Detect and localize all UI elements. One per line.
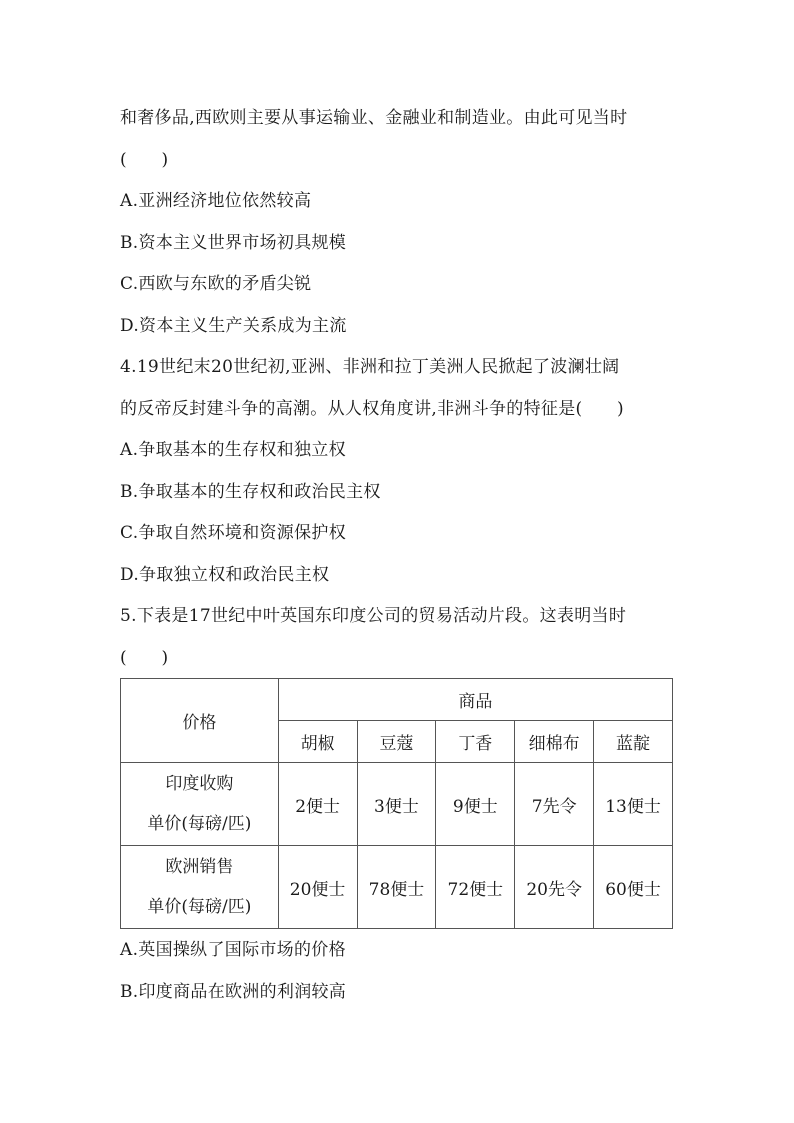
price-cell: 2便士 xyxy=(278,763,357,846)
goods-header-cell: 蓝靛 xyxy=(594,721,673,763)
table-group-header: 商品 xyxy=(278,679,672,721)
q3-answer-paren: ( ) xyxy=(120,150,169,170)
price-cell: 3便士 xyxy=(357,763,436,846)
row-label-line: 单价(每磅/匹) xyxy=(147,814,252,834)
table-row xyxy=(121,846,673,929)
q4-option-b: B.争取基本的生存权和政治民主权 xyxy=(120,482,381,502)
q5-option-b: B.印度商品在欧洲的利润较高 xyxy=(120,982,347,1002)
q3-stem-line: 和奢侈品,西欧则主要从事运输业、金融业和制造业。由此可见当时 xyxy=(120,108,628,128)
goods-header-cell: 胡椒 xyxy=(278,721,357,763)
price-cell: 20便士 xyxy=(278,846,357,929)
q4-stem-line-2: 的反帝反封建斗争的高潮。从人权角度讲,非洲斗争的特征是( ) xyxy=(120,399,624,419)
q4-stem-line-1: 4.19世纪末20世纪初,亚洲、非洲和拉丁美洲人民掀起了波澜壮阔 xyxy=(120,357,620,377)
price-cell: 60便士 xyxy=(594,846,673,929)
q3-option-c: C.西欧与东欧的矛盾尖锐 xyxy=(120,274,312,294)
table-row xyxy=(121,763,673,846)
price-cell: 13便士 xyxy=(594,763,673,846)
price-cell: 78便士 xyxy=(357,846,436,929)
price-cell: 9便士 xyxy=(436,763,515,846)
q4-option-a: A.争取基本的生存权和独立权 xyxy=(120,440,346,460)
trade-price-table xyxy=(120,678,673,929)
table-corner-header: 价格 xyxy=(121,679,279,763)
row-label-cell xyxy=(121,846,279,929)
goods-header-cell: 细棉布 xyxy=(515,721,594,763)
price-cell: 7先令 xyxy=(515,763,594,846)
q3-option-d: D.资本主义生产关系成为主流 xyxy=(120,316,347,336)
row-label-line: 欧洲销售 xyxy=(165,857,234,877)
q5-stem-line: 5.下表是17世纪中叶英国东印度公司的贸易活动片段。这表明当时 xyxy=(120,606,627,626)
row-label-line: 印度收购 xyxy=(165,774,234,794)
q3-option-a: A.亚洲经济地位依然较高 xyxy=(120,191,312,211)
price-cell: 20先令 xyxy=(515,846,594,929)
goods-header-cell: 丁香 xyxy=(436,721,515,763)
q5-answer-paren: ( ) xyxy=(120,648,169,668)
goods-header-cell: 豆蔻 xyxy=(357,721,436,763)
q4-option-d: D.争取独立权和政治民主权 xyxy=(120,565,330,585)
row-label-line: 单价(每磅/匹) xyxy=(147,897,252,917)
row-label-cell xyxy=(121,763,279,846)
q5-option-a: A.英国操纵了国际市场的价格 xyxy=(120,940,346,960)
price-cell: 72便士 xyxy=(436,846,515,929)
q3-option-b: B.资本主义世界市场初具规模 xyxy=(120,233,347,253)
q4-option-c: C.争取自然环境和资源保护权 xyxy=(120,523,347,543)
